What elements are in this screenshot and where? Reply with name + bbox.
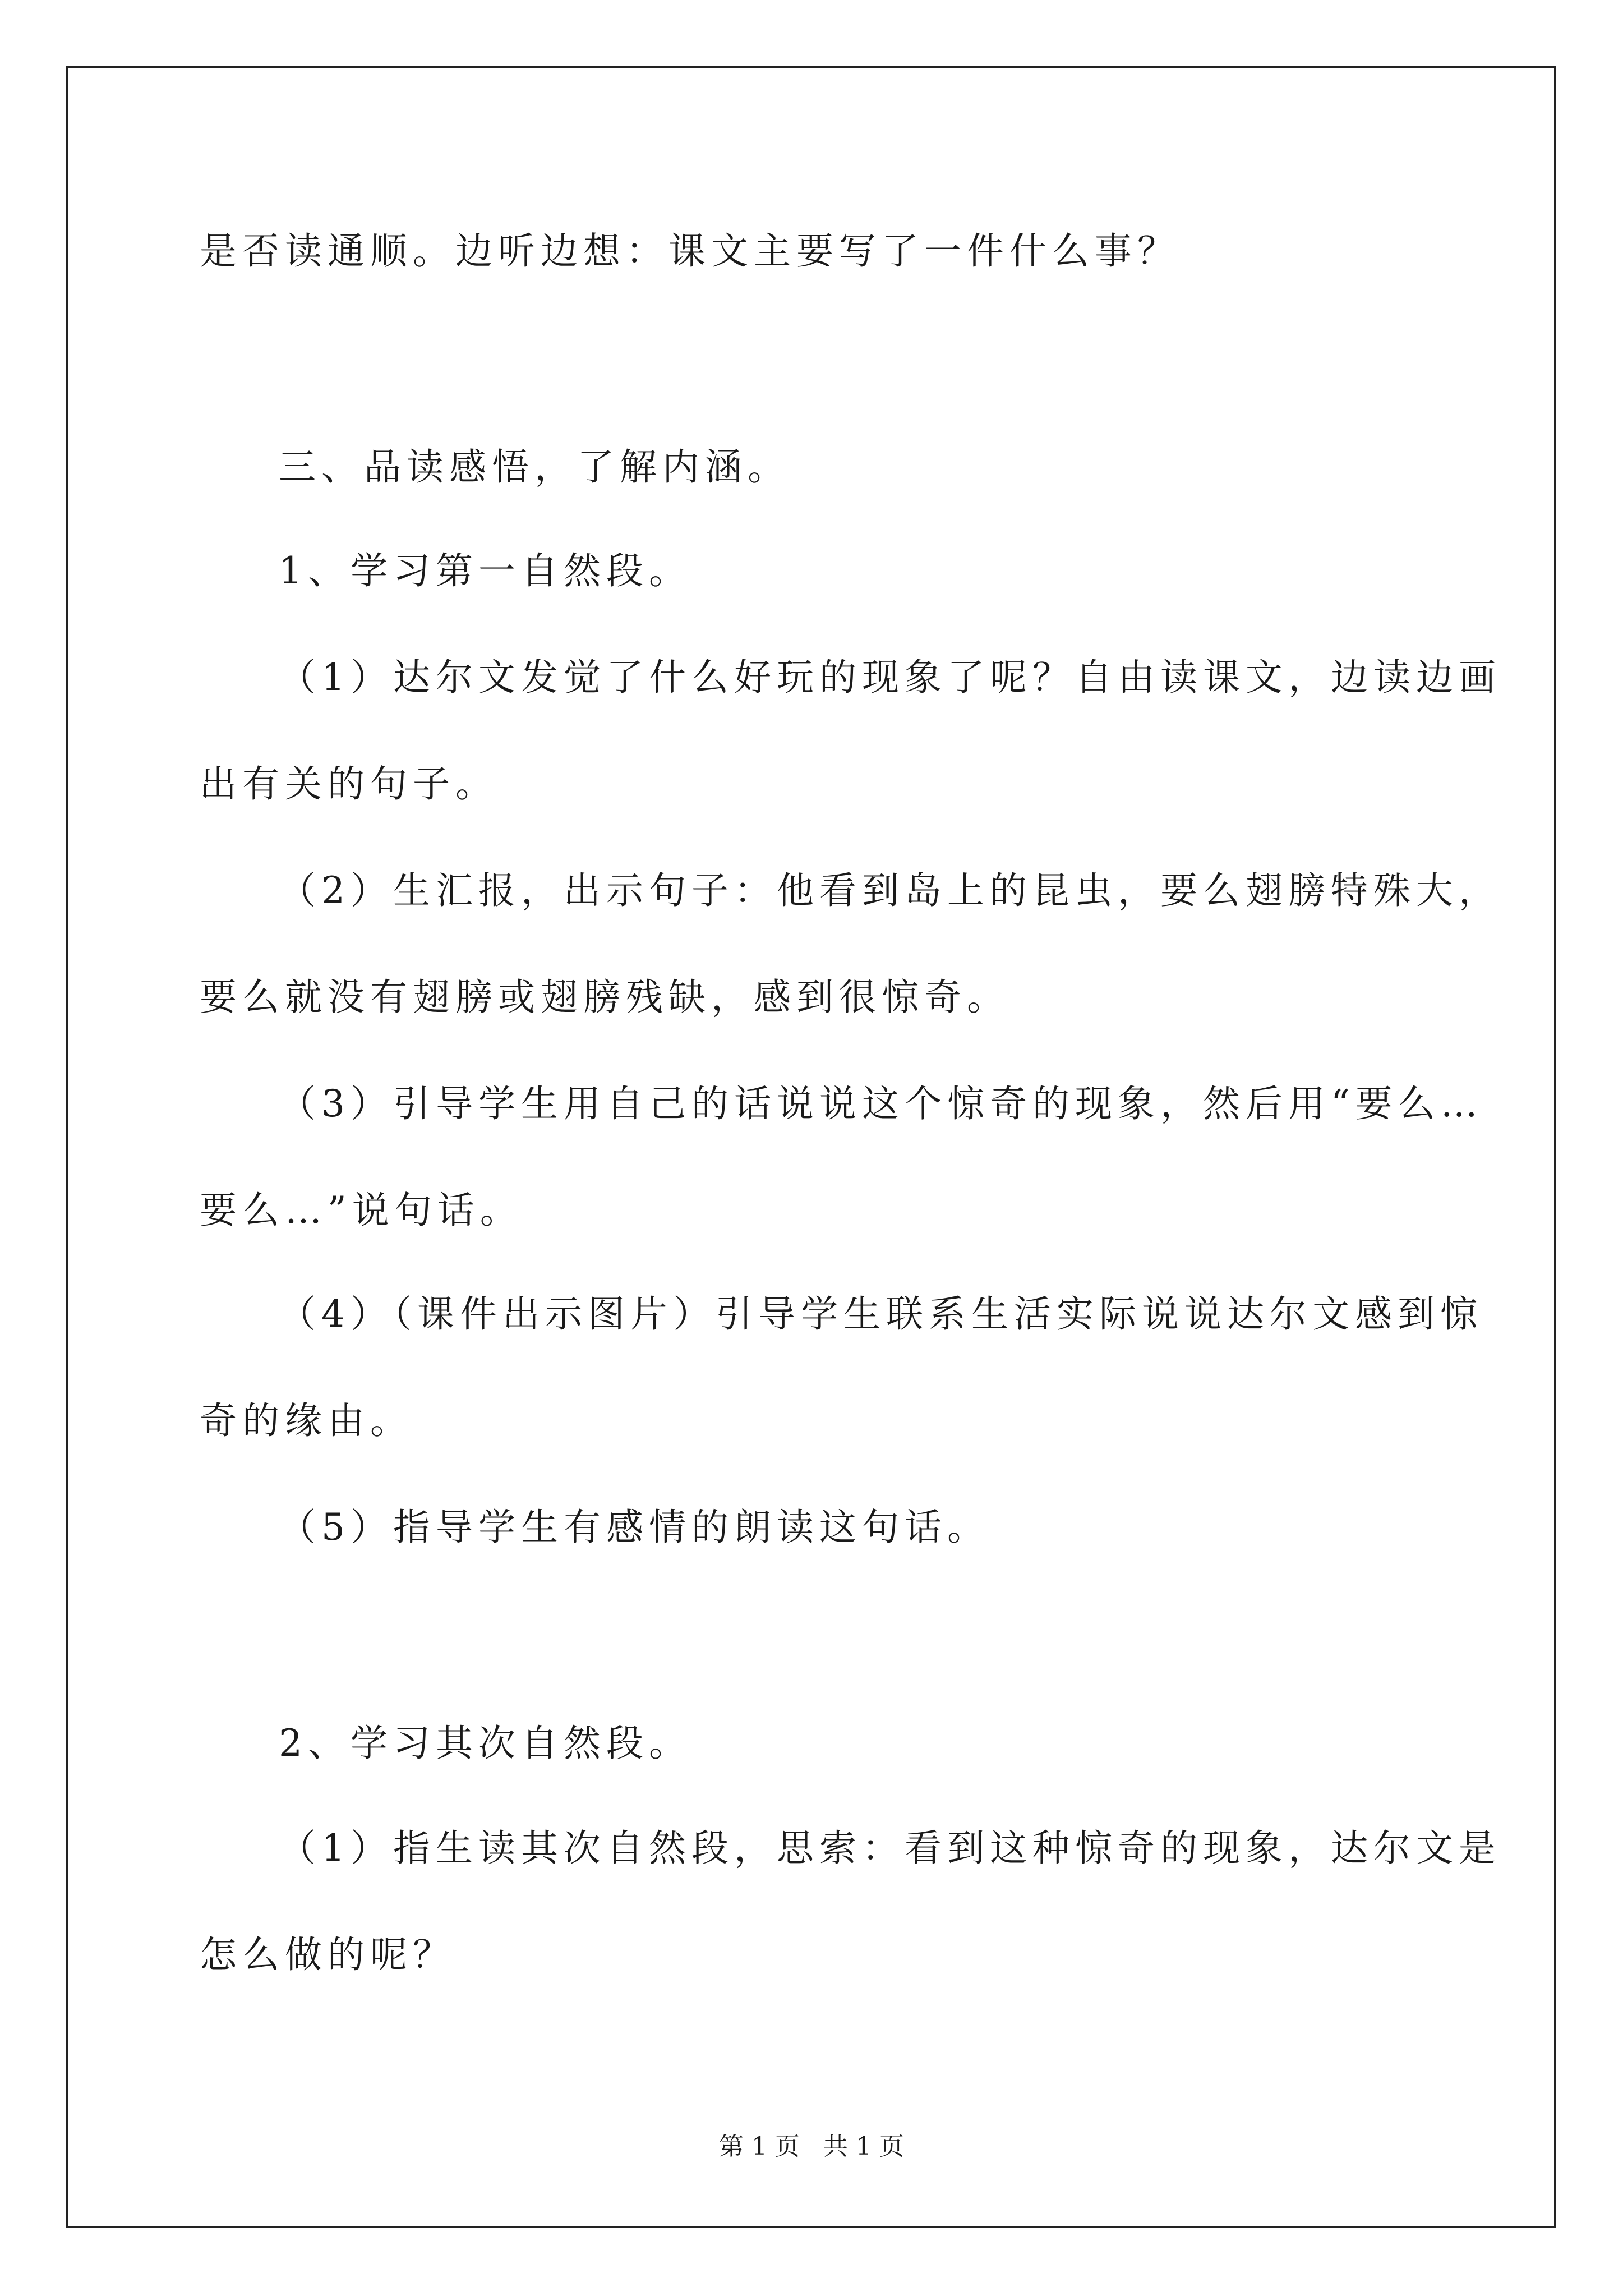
paragraph-line: （5）指导学生有感情的朗读这句话。 xyxy=(279,1506,990,1549)
paragraph-line: （2）生汇报，出示句子：他看到岛上的昆虫，要么翅膀特殊大， xyxy=(279,869,1501,912)
page-border xyxy=(66,66,1556,2228)
paragraph-line: （1）达尔文发觉了什么好玩的现象了呢？自由读课文，边读边画 xyxy=(279,656,1501,699)
paragraph-line: 奇的缘由。 xyxy=(200,1399,413,1442)
paragraph-line: 出有关的句子。 xyxy=(200,762,498,806)
paragraph-line: （3）引导学生用自己的话说说这个惊奇的现象，然后用“要么… xyxy=(279,1082,1483,1125)
paragraph-line: 是否读通顺。边听边想：课文主要写了一件什么事？ xyxy=(200,229,1180,273)
section-heading: 三、品读感悟，了解内涵。 xyxy=(279,445,790,489)
subsection-heading: 1、学习第一自然段。 xyxy=(279,549,691,592)
paragraph-line: （1）指生读其次自然段，思索：看到这种惊奇的现象，达尔文是 xyxy=(279,1826,1501,1870)
paragraph-line: （4）（课件出示图片）引导学生联系生活实际说说达尔文感到惊 xyxy=(279,1292,1483,1336)
page-footer: 第 1 页 共 1 页 xyxy=(719,2132,904,2161)
paragraph-line: 怎么做的呢？ xyxy=(200,1933,455,1976)
paragraph-line: 要么就没有翅膀或翅膀残缺，感到很惊奇。 xyxy=(200,976,1009,1019)
paragraph-line: 要么…”说句话。 xyxy=(200,1189,523,1232)
subsection-heading: 2、学习其次自然段。 xyxy=(279,1722,691,1765)
